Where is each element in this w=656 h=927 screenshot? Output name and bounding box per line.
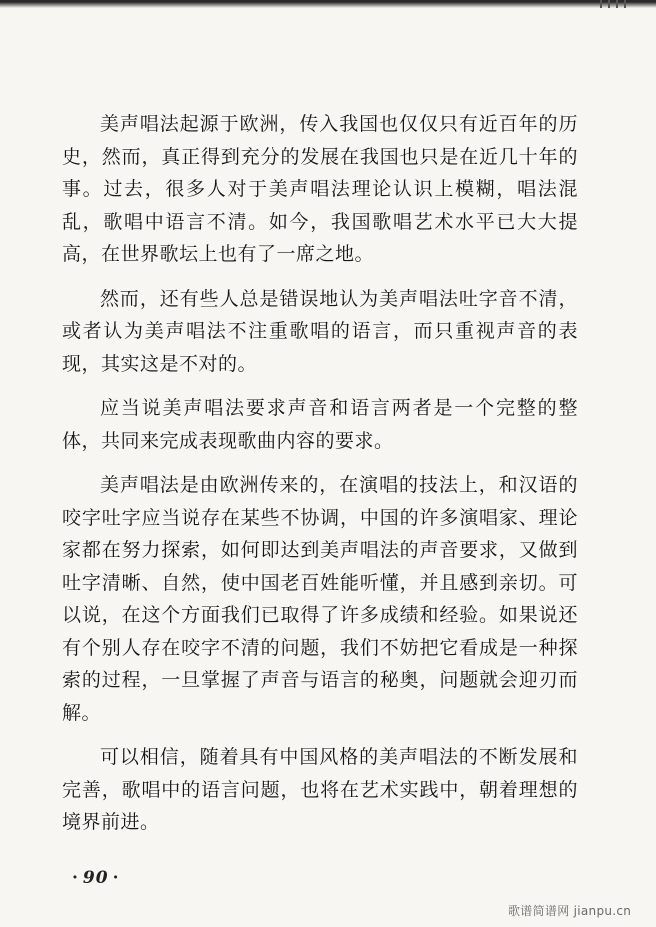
page-body bbox=[62, 108, 578, 851]
page-number-dot-left: · bbox=[72, 868, 79, 888]
paragraph-3: 应当说美声唱法要求声音和语言两者是一个完整的整体，共同来完成表现歌曲内容的要求。 bbox=[62, 397, 578, 452]
site-watermark: 歌谱简谱网 jianpu.cn bbox=[508, 904, 632, 918]
page-number bbox=[68, 868, 124, 888]
page-number-dot-right: · bbox=[112, 868, 120, 888]
scan-edge-marks bbox=[600, 0, 640, 10]
paragraph-5: 可以相信，随着具有中国风格的美声唱法的不断发展和完善，歌唱中的语言问题，也将在艺术实践中，朝着理想的境界前进。 bbox=[62, 746, 578, 833]
page-number-value: 90 bbox=[82, 868, 109, 888]
scan-top-edge bbox=[0, 0, 656, 8]
paragraph-4: 美声唱法是由欧洲传来的，在演唱的技法上，和汉语的咬字吐字应当说存在某些不协调，中国的许多演唱家、理论家都在努力探索，如何即达到美声唱法的声音要求，又做到吐字清晰、自然，使中国老百姓能听懂，并且感到亲切。可以说，在这个方面我们已取得了许多成绩和经验。如果说还有个别人存在咬字不清的问题，我们不妨把它看成是一种探索的过程，一旦掌握了声音与语言的秘奥，问题就会迎刃而解。 bbox=[62, 474, 578, 724]
paragraph-2: 然而，还有些人总是错误地认为美声唱法吐字音不清，或者认为美声唱法不注重歌唱的语言，而只重视声音的表现，其实这是不对的。 bbox=[62, 287, 578, 375]
paragraph-1: 美声唱法起源于欧洲，传入我国也仅仅只有近百年的历史，然而，真正得到充分的发展在我国也只是在近几十年的事。过去，很多人对于美声唱法理论认识上模糊，唱法混乱，歌唱中语言不清。如今，我国歌唱艺术水平已大大提高，在世界歌坛上也有了一席之地。 bbox=[62, 113, 578, 265]
